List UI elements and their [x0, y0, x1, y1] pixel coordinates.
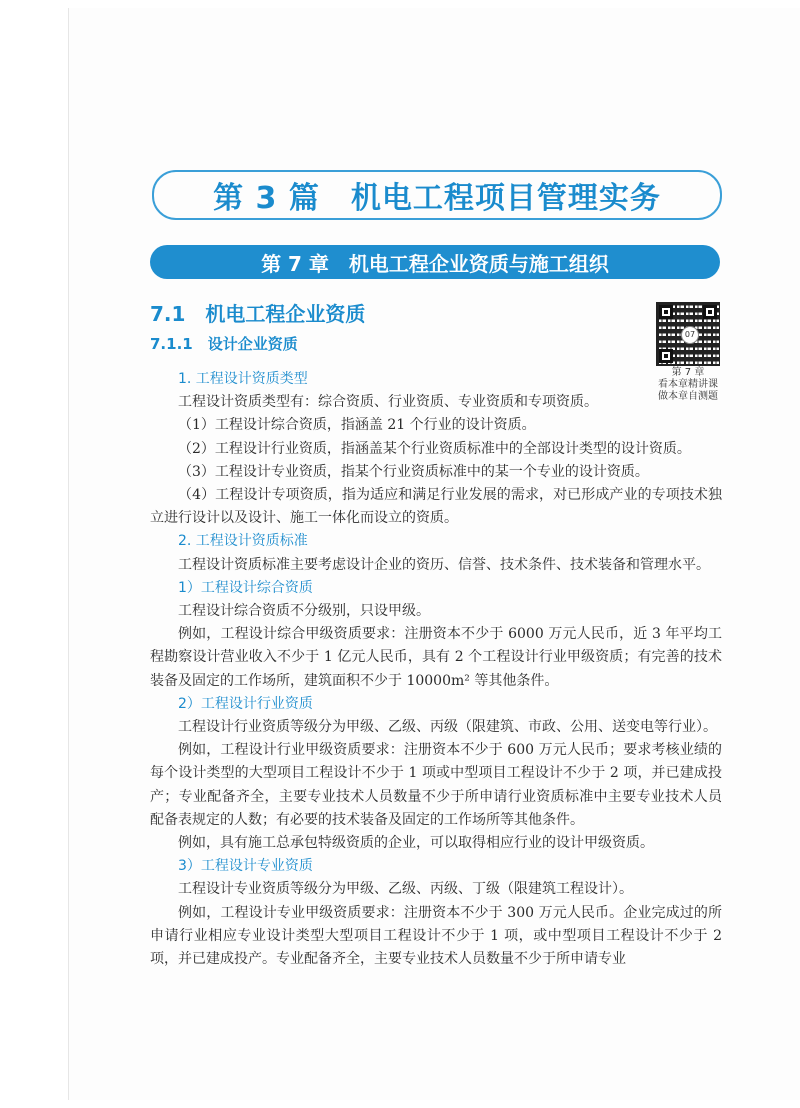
body-text [150, 368, 722, 971]
paragraph: 例如，工程设计行业甲级资质要求：注册资本不少于 600 万元人民币；要求考核业绩的每个设计类型的大型项目工程设计不少于 1 项或中型项目工程设计不少于 2 项，并已建成投产；专业配备齐全，主要专业技术人员数量不少于所申请行业资质标准中主要专业技术人员配备表规定的人数；有必要的技术装备及固定的工作场所等其他条件。 [150, 742, 722, 828]
section-title: 7.1 机电工程企业资质 [150, 302, 366, 326]
part-title: 第 3 篇 机电工程项目管理实务 [152, 170, 722, 220]
sub-heading: 1）工程设计综合资质 [178, 579, 313, 596]
qr-finder-icon [659, 305, 673, 319]
paragraph: 例如，工程设计综合甲级资质要求：注册资本不少于 6000 万元人民币，近 3 年平均工程勘察设计营业收入不少于 1 亿元人民币，具有 2 个工程设计行业甲级资质；有完善的技术装备及固定的工作场所，建筑面积不少于 10000m² 等其他条件。 [150, 626, 722, 689]
qr-caption-line: 做本章自测题 [658, 391, 718, 402]
qr-finder-icon [659, 349, 673, 363]
paragraph: 例如，工程设计专业甲级资质要求：注册资本不少于 300 万元人民币。企业完成过的所申请行业相应专业设计类型大型项目工程设计不少于 1 项，或中型项目工程设计不少于 2 项，并已建成投产。专业配备齐全，主要专业技术人员数量不少于所申请专业 [150, 904, 722, 968]
qr-finder-icon [703, 305, 717, 319]
paragraph: 工程设计资质标准主要考虑设计企业的资历、信誉、技术条件、技术装备和管理水平。 [178, 556, 710, 573]
subsection-title: 7.1.1 设计企业资质 [150, 335, 298, 353]
paragraph: （4）工程设计专项资质，指为适应和满足行业发展的需求，对已形成产业的专项技术独立进行设计以及设计、施工一体化而设立的资质。 [150, 487, 722, 527]
paragraph: （2）工程设计行业资质，指涵盖某个行业资质标准中的全部设计类型的设计资质。 [178, 440, 691, 457]
sub-heading: 2. 工程设计资质标准 [178, 533, 308, 550]
qr-caption-line: 看本章精讲课 [658, 379, 718, 390]
sub-heading: 2）工程设计行业资质 [178, 695, 313, 712]
paragraph: （1）工程设计综合资质，指涵盖 21 个行业的设计资质。 [178, 417, 536, 434]
sub-heading: 1. 工程设计资质类型 [178, 371, 308, 387]
sub-heading: 3）工程设计专业资质 [178, 858, 313, 875]
chapter-title: 第 7 章 机电工程企业资质与施工组织 [150, 245, 720, 279]
paragraph: 工程设计专业资质等级分为甲级、乙级、丙级、丁级（限建筑工程设计）。 [178, 881, 633, 898]
paragraph: （3）工程设计专业资质，指某个行业资质标准中的某一个专业的设计资质。 [178, 463, 649, 480]
qr-code-icon[interactable] [656, 302, 720, 366]
paragraph: 例如，具有施工总承包特级资质的企业，可以取得相应行业的设计甲级资质。 [178, 835, 654, 852]
paragraph: 工程设计资质类型有：综合资质、行业资质、专业资质和专项资质。 [178, 394, 598, 411]
paragraph: 工程设计行业资质等级分为甲级、乙级、丙级（限建筑、市政、公用、送变电等行业）。 [178, 719, 717, 736]
qr-caption-line: 第 7 章 [671, 367, 705, 378]
paragraph: 工程设计综合资质不分级别，只设甲级。 [178, 603, 430, 620]
qr-center-label: 07 [681, 326, 699, 344]
